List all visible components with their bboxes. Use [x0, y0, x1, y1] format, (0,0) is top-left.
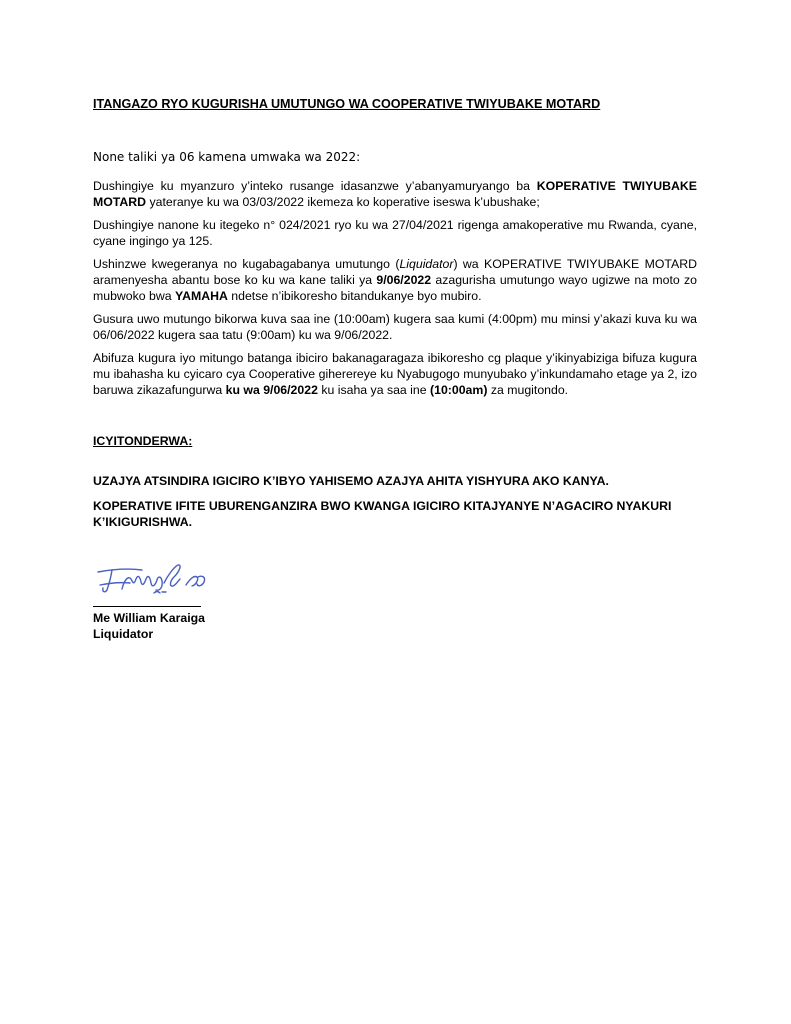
- paragraph-text: azagurisha umutungo wayo ugizwe na moto zo mubwoko bwa: [93, 273, 697, 303]
- note-payment: UZAJYA ATSINDIRA IGICIRO K’IBYO YAHISEMO AZAJYA AHITA YISHYURA AKO KANYA.: [93, 474, 609, 488]
- signature-line: [93, 606, 201, 607]
- opening-date: ku wa 9/06/2022: [225, 383, 318, 397]
- paragraph-text: Dushingiye nanone ku itegeko n° 024/2021 ryo ku wa 27/04/2021 rigenga amakoperative mu Rwanda, cyane, cyane ingingo ya 125.: [93, 218, 697, 248]
- paragraph-general-assembly: [93, 178, 697, 210]
- paragraph-text: Gusura uwo mutungo bikorwa kuva saa ine (10:00am) kugera saa kumi (4:00pm) mu minsi y’akazi kuva ku wa 06/06/2022 kugera saa tatu (9:00am) ku wa 9/06/2022.: [93, 312, 697, 342]
- note-right-to-refuse: KOPERATIVE IFITE UBURENGANZIRA BWO KWANGA IGICIRO KITAJYANYE N’AGACIRO NYAKURI K’IKIGURISHWA.: [93, 499, 672, 529]
- remark-heading: [93, 433, 697, 449]
- opening-time: (10:00am): [430, 383, 488, 397]
- sale-date: 9/06/2022: [376, 273, 432, 287]
- paragraph-law-reference: [93, 217, 697, 249]
- handwritten-signature: [94, 557, 224, 599]
- paragraph-bidding-instructions: [93, 350, 697, 398]
- motorcycle-brand: YAMAHA: [175, 289, 228, 303]
- paragraph-text: ku isaha ya saa ine: [317, 383, 431, 397]
- paragraph-text: Ushinzwe kwegeranya no kugabagabanya umutungo (: [93, 257, 400, 271]
- paragraph-text: yateranye ku wa 03/03/2022 ikemeza ko koperative iseswa k’ubushake;: [146, 195, 540, 209]
- paragraph-sale-announcement: [93, 256, 697, 304]
- paragraph-text: ) wa KOPERATIVE TWIYUBAKE MOTARD aramenyesha abantu bose ko ku wa kane taliki ya: [93, 257, 697, 287]
- liquidator-term: Liquidator: [399, 257, 454, 271]
- paragraph-text: za mugitondo.: [487, 383, 569, 397]
- cooperative-name: KOPERATIVE TWIYUBAKE MOTARD: [93, 179, 698, 209]
- signer-name: Me William Karaiga: [93, 611, 205, 625]
- paragraph-text: Dushingiye ku myanzuro y’inteko rusange idasanzwe y’abanyamuryango ba: [93, 179, 537, 193]
- document-title: ITANGAZO RYO KUGURISHA UMUTUNGO WA COOPERATIVE TWIYUBAKE MOTARD: [93, 97, 601, 111]
- paragraph-text: Abifuza kugura iyo mitungo batanga ibiciro bakanagaragaza ibikoresho cg plaque y’ikinyabiziga bifuza kugura mu ibahasha ku cyicaro cya Cooperative giherereye ku Nyabugogo munyubako y’inkundamaho etage ya 2, izo baruwa zikazafungurwa: [93, 351, 697, 397]
- paragraph-visit-hours: [93, 311, 697, 343]
- date-line: None taliki ya 06 kamena umwaka wa 2022:: [93, 150, 361, 164]
- signer-role: Liquidator: [93, 627, 154, 641]
- remark-heading-colon: :: [188, 434, 193, 448]
- remark-heading-text: ICYITONDERWA: [93, 434, 189, 448]
- paragraph-text: ndetse n’ibikoresho bitandukanye byo mubiro.: [227, 289, 482, 303]
